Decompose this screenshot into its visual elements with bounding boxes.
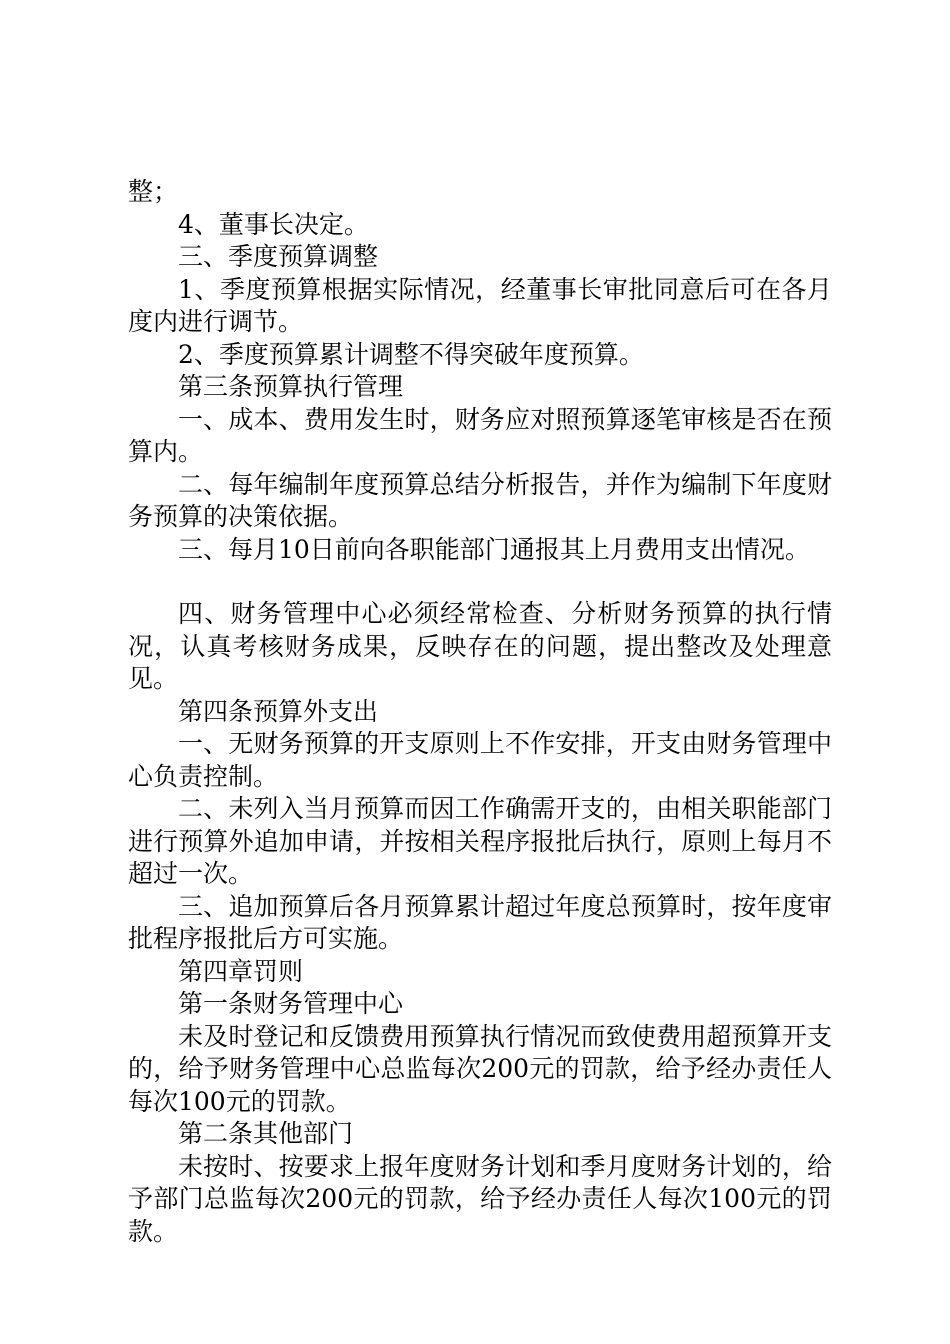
article-heading: 第四条预算外支出 <box>178 696 379 726</box>
paragraph-item: 一、无财务预算的开支原则上不作安排，开支由财务管理中心负责控制。 <box>128 729 832 791</box>
paragraph-item: 二、未列入当月预算而因工作确需开支的，由相关职能部门进行预算外追加申请，并按相关程序报批后执行，原则上每月不超过一次。 <box>128 794 832 888</box>
article-heading: 第三条预算执行管理 <box>178 372 404 401</box>
paragraph-item: 4、董事长决定。 <box>178 209 369 239</box>
paragraph-item: 二、每年编制年度预算总结分析报告，并作为编制下年度财务预算的决策依据。 <box>128 469 832 531</box>
paragraph-item: 未及时登记和反馈费用预算执行情况而致使费用超预算开支的，给予财务管理中心总监每次200元的罚款，给予经办责任人每次100元的罚款。 <box>128 1021 832 1116</box>
paragraph-item: 2、季度预算累计调整不得突破年度预算。 <box>178 339 644 369</box>
chapter-heading: 第四章罚则 <box>178 956 304 986</box>
section-heading: 三、季度预算调整 <box>178 242 379 271</box>
paragraph-continuation: 整； <box>128 177 179 206</box>
article-heading: 第二条其他部门 <box>178 1119 354 1148</box>
article-heading: 第一条财务管理中心 <box>178 989 404 1018</box>
paragraph-item: 未按时、按要求上报年度财务计划和季月度财务计划的，给予部门总监每次200元的罚款，给予经办责任人每次100元的罚款。 <box>128 1151 832 1246</box>
paragraph-item: 四、财务管理中心必须经常检查、分析财务预算的执行情况，认真考核财务成果，反映存在的问题，提出整改及处理意见。 <box>128 599 832 693</box>
paragraph-item: 三、追加预算后各月预算累计超过年度总预算时，按年度审批程序报批后方可实施。 <box>128 891 832 953</box>
paragraph-item: 1、季度预算根据实际情况，经董事长审批同意后可在各月度内进行调节。 <box>128 274 832 336</box>
paragraph-item: 三、每月10日前向各职能部门通报其上月费用支出情况。 <box>178 534 810 564</box>
document-body <box>128 176 832 1248</box>
paragraph-item: 一、成本、费用发生时，财务应对照预算逐笔审核是否在预算内。 <box>128 404 832 466</box>
